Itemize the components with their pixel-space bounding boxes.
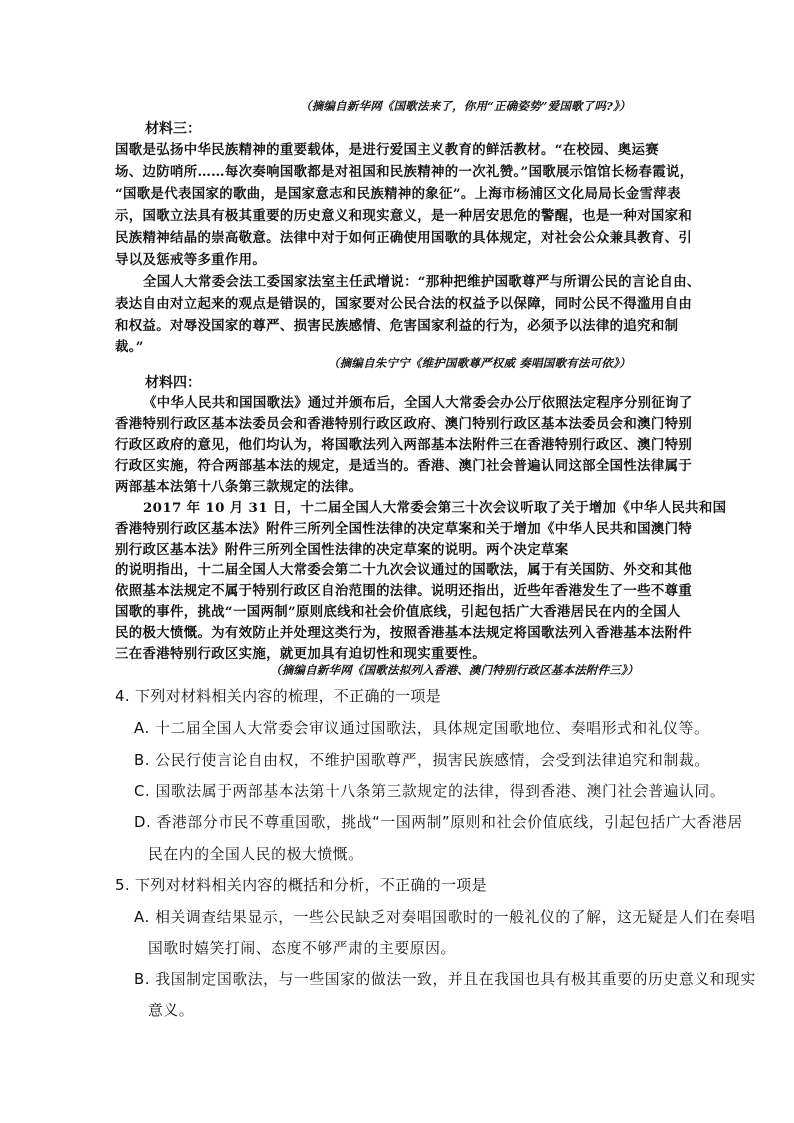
question-5-option-a: A. 相关调查结果显示，一些公民缺乏对奏唱国歌时的一般礼仪的了解，这无疑是人们在奏唱 (134, 909, 756, 926)
material-3-source: （摘编自朱宁宁《维护国歌尊严权威 奏唱国歌有法可依》） (328, 356, 631, 370)
material-4-line: 行政区实施，符合两部基本法的规定，是适当的。香港、澳门社会普遍认同这部全国性法律属于 (115, 458, 693, 474)
material-3-line: 导以及惩戒等多重作用。 (115, 252, 267, 268)
material-3-line: 场、边防哨所……每次奏响国歌都是对祖国和民族精神的一次礼赞。”国歌展示馆馆长杨春霞说， (115, 164, 694, 180)
material-4-line: 民的极大愤慨。为有效防止并处理这类行为，按照香港基本法规定将国歌法列入香港基本法附件 (115, 625, 693, 641)
question-5-option-a-cont: 国歌时嬉笑打闹、态度不够严肃的主要原因。 (148, 940, 456, 957)
material-4-line: 国歌的事件，挑战“一国两制”原则底线和社会价值底线，引起包括广大香港居民在内的全国人 (115, 604, 681, 620)
material-3-line: 全国人大常委会法工委国家法室主任武增说：“那种把维护国歌尊严与所谓公民的言论自由、 (143, 274, 701, 290)
material-4-line: 别行政区基本法》附件三所列全国性法律的决定草案的说明。两个决定草案 (115, 542, 569, 558)
question-5-option-b-cont: 意义。 (148, 1002, 195, 1019)
material-4-line: 香港特别行政区基本法》附件三所列全国性法律的决定草案和关于增加《中华人民共和国澳门特 (115, 521, 693, 537)
material-3-line: 示，国歌立法具有极其重要的历史意义和现实意义，是一种居安思危的警醒，也是一种对国家和 (115, 208, 693, 224)
question-4-option-a: A. 十二届全国人大常委会审议通过国歌法，具体规定国歌地位、奏唱形式和礼仪等。 (134, 720, 710, 737)
question-4-option-d-cont: 民在内的全国人民的极大愤慨。 (148, 846, 364, 863)
material-4-line: 三在香港特别行政区实施，就更加具有迫切性和现实重要性。 (115, 646, 486, 662)
material-4-line: 依照基本法规定不属于特别行政区自治范围的法律。说明还指出，近些年香港发生了一些不尊重 (115, 583, 693, 599)
question-5-stem: 5. 下列对材料相关内容的概括和分析，不正确的一项是 (115, 876, 487, 894)
material-4-source: （摘编自新华网《国歌法拟列入香港、澳门特别行政区基本法附件三》） (270, 663, 639, 677)
material-4-line: 香港特别行政区基本法委员会和香港特别行政区政府、澳门特别行政区基本法委员会和澳门特别 (115, 416, 693, 432)
material-3-line: 国歌是弘扬中华民族精神的重要载体，是进行爱国主义教育的鲜活教材。“在校园、奥运赛 (115, 142, 659, 158)
material-3-heading: 材料三： (145, 121, 201, 137)
material-3-line: 表达自由对立起来的观点是错误的，国家要对公民合法的权益予以保障，同时公民不得滥用自由 (115, 296, 693, 312)
material-4-line: 《中华人民共和国国歌法》通过并颁布后，全国人大常委会办公厅依照法定程序分别征询了 (143, 395, 693, 411)
material-4-line: 两部基本法第十八条第三款规定的法律。 (115, 479, 363, 495)
source-line-1: （摘编自新华网《国歌法来了，你用“正确姿势”爱国歌了吗?》） (300, 99, 631, 113)
question-4-option-d: D. 香港部分市民不尊重国歌，挑战“一国两制”原则和社会价值底线，引起包括广大香港居 (134, 814, 743, 831)
question-4-stem: 4. 下列对材料相关内容的梳理，不正确的一项是 (115, 687, 441, 705)
material-4-line: 的说明指出，十二届全国人大常委会第二十九次会议通过的国歌法，属于有关国防、外交和其他 (115, 562, 693, 578)
question-5-option-b: B. 我国制定国歌法，与一些国家的做法一致，并且在我国也具有极其重要的历史意义和现实 (134, 971, 756, 988)
material-3-line: 和权益。对辱没国家的尊严、损害民族感情、危害国家利益的行为，必须予以法律的追究和制 (115, 318, 679, 334)
material-4-line: 行政区政府的意见，他们均认为，将国歌法列入两部基本法附件三在香港特别行政区、澳门特别 (115, 437, 693, 453)
question-4-option-c: C. 国歌法属于两部基本法第十八条第三款规定的法律，得到香港、澳门社会普遍认同。 (134, 783, 726, 800)
material-3-line: 裁。” (115, 339, 144, 355)
material-3-line: “国歌是代表国家的歌曲，是国家意志和民族精神的象征”。上海市杨浦区文化局局长金雪萍表 (115, 186, 681, 202)
material-4-heading: 材料四： (145, 375, 201, 391)
material-3-line: 民族精神结晶的崇高敬意。法律中对于如何正确使用国歌的具体规定，对社会公众兼具教育、引 (115, 230, 693, 246)
material-4-line: 2017 年 10 月 31 日，十二届全国人大常委会第三十次会议听取了关于增加《中华人民共和国 (143, 500, 727, 516)
question-4-option-b: B. 公民行使言论自由权，不维护国歌尊严，损害民族感情，会受到法律追究和制裁。 (134, 752, 710, 769)
